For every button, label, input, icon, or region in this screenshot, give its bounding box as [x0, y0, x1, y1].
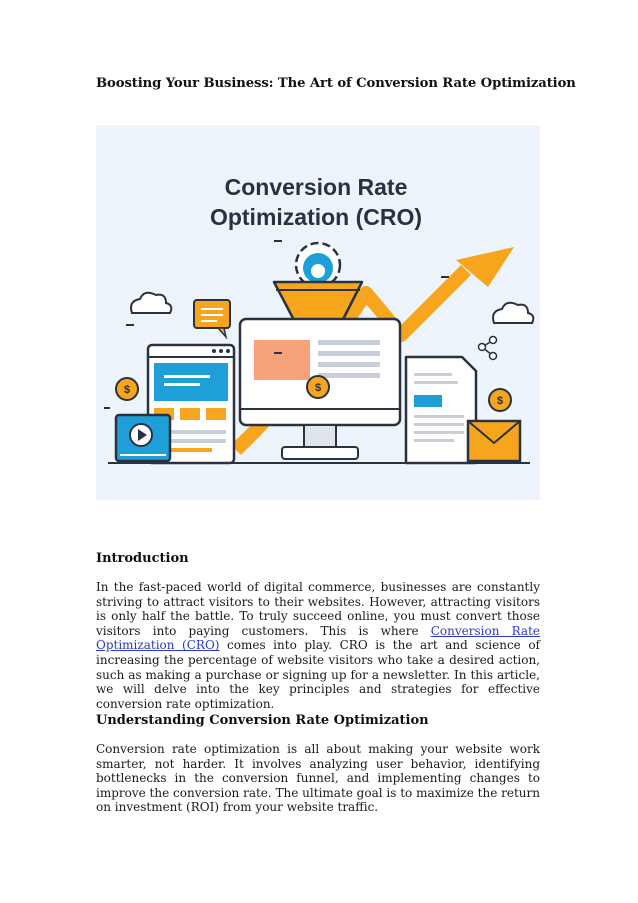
coin-icon: [307, 376, 329, 398]
intro-paragraph: [96, 580, 540, 711]
share-icon: [479, 337, 497, 360]
svg-text:$: $: [314, 382, 322, 394]
document-icon: [406, 357, 476, 463]
cro-link[interactable]: Conversion Rate Optimization (CRO): [96, 623, 540, 653]
svg-text:$: $: [496, 395, 504, 407]
cloud-icon: [131, 293, 171, 313]
document-title: Boosting Your Business: The Art of Conversion Rate Optimization: [96, 76, 576, 91]
understanding-paragraph: Conversion rate optimization is all about making your website work smarter, not harder. It involves analyzing user behavior, identifying bottlenecks in the conversion funnel, and implementing changes to improve the conversion rate. The ultimate goal is to maximize the return on investment (ROI) from your website traffic.: [96, 742, 540, 815]
envelope-icon: [468, 421, 520, 461]
hero-illustration: [96, 125, 540, 500]
svg-text:$: $: [123, 384, 131, 396]
chat-bubble-icon: [194, 300, 230, 337]
section-heading-introduction: Introduction: [96, 551, 189, 566]
gear-icon: [296, 243, 340, 287]
video-player-icon: [116, 415, 170, 461]
hero-heading-line2: Optimization (CRO): [209, 204, 423, 230]
intro-text-part2: comes into play. CRO is the art and science of increasing the percentage of website visitors who take a desired action, such as making a purchase or signing up for a newsletter. In this article, we will delve into the key principles and strategies for effective conversion rate optimization.: [96, 638, 540, 711]
section-heading-understanding: Understanding Conversion Rate Optimization: [96, 713, 429, 728]
coin-icon: [116, 378, 138, 400]
hero-heading-line1: Conversion Rate: [224, 174, 408, 200]
coin-icon: [489, 389, 511, 411]
cloud-icon: [493, 303, 533, 323]
cro-illustration: [96, 125, 540, 500]
intro-text-part1: In the fast-paced world of digital commerce, businesses are constantly striving to attract visitors to their websites. However, attracting visitors is only half the battle. To truly succeed online, you must convert those visitors into paying customers. This is where: [96, 580, 540, 638]
